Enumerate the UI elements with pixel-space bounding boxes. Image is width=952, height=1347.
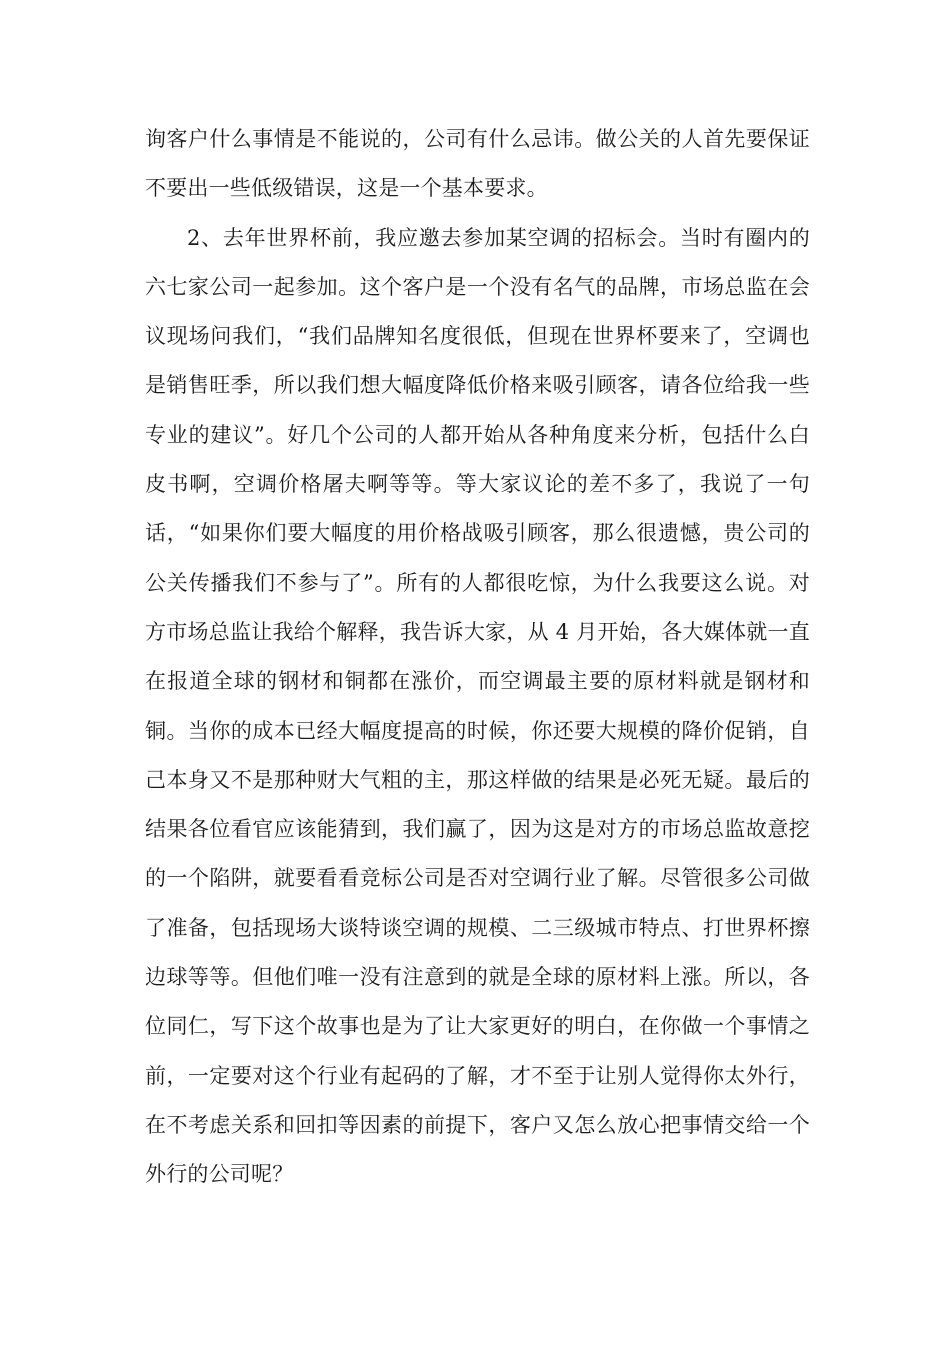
paragraph-story-2: 2、去年世界杯前，我应邀去参加某空调的招标会。当时有圈内的六七家公司一起参加。这个客户是一个没有名气的品牌，市场总监在会议现场问我们，“我们品牌知名度很低，但现在世界杯要来了，空调也是销售旺季，所以我们想大幅度降低价格来吸引顾客，请各位给我一些专业的建议”。好几个公司的人都开始从各种角度来分析，包括什么白皮书啊，空调价格屠夫啊等等。等大家议论的差不多了，我说了一句话，“如果你们要大幅度的用价格战吸引顾客，那么很遗憾，贵公司的公关传播我们不参与了”。所有的人都很吃惊，为什么我要这么说。对方市场总监让我给个解释，我告诉大家，从 4 月开始，各大媒体就一直在报道全球的钢材和铜都在涨价，而空调最主要的原材料就是钢材和铜。当你的成本已经大幅度提高的时候，你还要大规模的降价促销，自己本身又不是那种财大气粗的主，那这样做的结果是必死无疑。最后的结果各位看官应该能猜到，我们赢了，因为这是对方的市场总监故意挖的一个陷阱，就要看看竞标公司是否对空调行业了解。尽管很多公司做了准备，包括现场大谈特谈空调的规模、二三级城市特点、打世界杯擦边球等等。但他们唯一没有注意到的就是全球的原材料上涨。所以，各位同仁，写下这个故事也是为了让大家更好的明白，在你做一个事情之前，一定要对这个行业有起码的了解，才不至于让别人觉得你太外行，在不考虑关系和回扣等因素的前提下，客户又怎么放心把事情交给一个外行的公司呢？ bbox=[145, 225, 810, 1187]
paragraph-continuation: 询客户什么事情是不能说的，公司有什么忌讳。做公关的人首先要保证不要出一些低级错误，这是一个基本要求。 bbox=[145, 127, 810, 201]
document-body bbox=[145, 115, 810, 1200]
